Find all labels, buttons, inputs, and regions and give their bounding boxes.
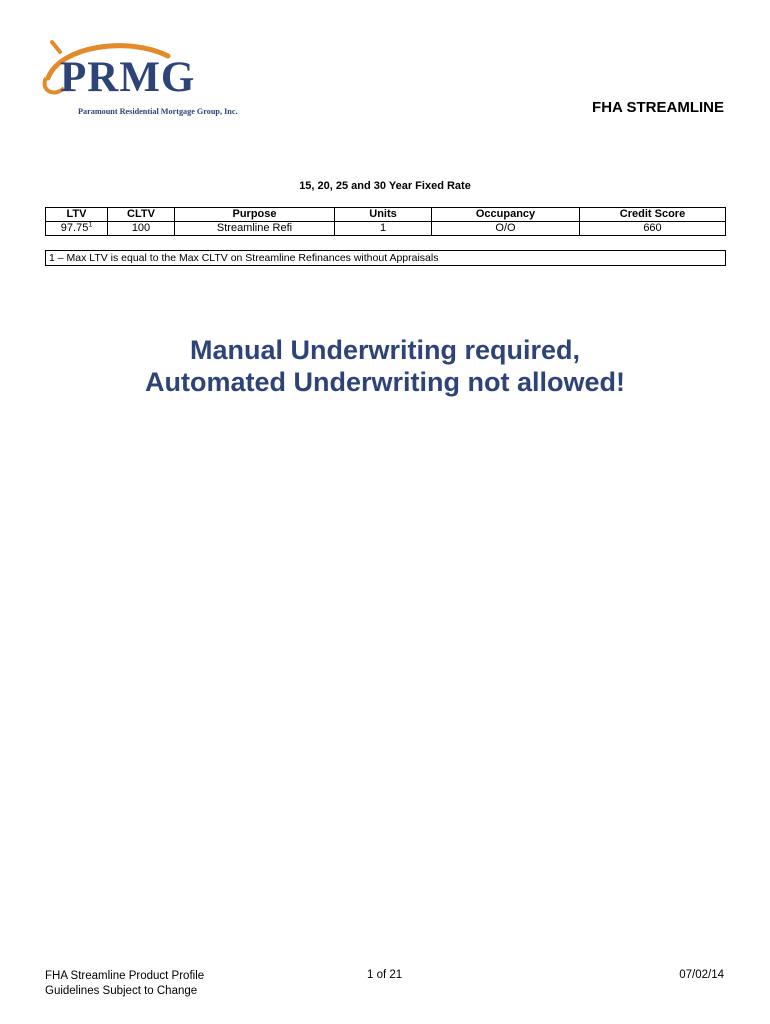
ltv-value: 97.75 <box>60 222 89 234</box>
header-cltv: CLTV <box>108 208 175 222</box>
cell-cltv: 100 <box>108 222 175 236</box>
ltv-footnote-ref: 1 <box>88 221 93 229</box>
logo-swoosh-tail <box>52 42 60 52</box>
footer-left <box>45 969 204 999</box>
header-ltv: LTV <box>46 208 108 222</box>
cell-occupancy: O/O <box>432 222 580 236</box>
footer-product-profile: FHA Streamline Product Profile <box>45 970 205 982</box>
cell-purpose: Streamline Refi <box>175 222 335 236</box>
table-row <box>46 222 726 236</box>
logo-company-name: Paramount Residential Mortgage Group, Inc. <box>78 107 238 116</box>
header-units: Units <box>335 208 432 222</box>
logo-wordmark: PRMG <box>60 54 196 101</box>
table-header-row <box>46 208 726 222</box>
header-occupancy: Occupancy <box>432 208 580 222</box>
page-number: 1 of 21 <box>367 969 403 981</box>
header-purpose: Purpose <box>175 208 335 222</box>
header-credit-score: Credit Score <box>580 208 726 222</box>
loan-parameters-table <box>45 207 726 236</box>
document-title: FHA STREAMLINE <box>592 99 724 116</box>
cell-credit-score: 660 <box>580 222 726 236</box>
warning-line-2: Automated Underwriting not allowed! <box>145 367 625 397</box>
footer-disclaimer: Guidelines Subject to Change <box>45 985 198 997</box>
ltv-footnote: 1 – Max LTV is equal to the Max CLTV on Streamline Refinances without Appraisals <box>45 250 726 266</box>
prmg-logo <box>38 34 258 126</box>
program-subtitle: 15, 20, 25 and 30 Year Fixed Rate <box>299 180 471 192</box>
footer-date: 07/02/14 <box>679 969 724 981</box>
cell-ltv <box>46 222 108 236</box>
underwriting-warning <box>0 334 770 398</box>
cell-units: 1 <box>335 222 432 236</box>
warning-line-1: Manual Underwriting required, <box>189 335 581 365</box>
